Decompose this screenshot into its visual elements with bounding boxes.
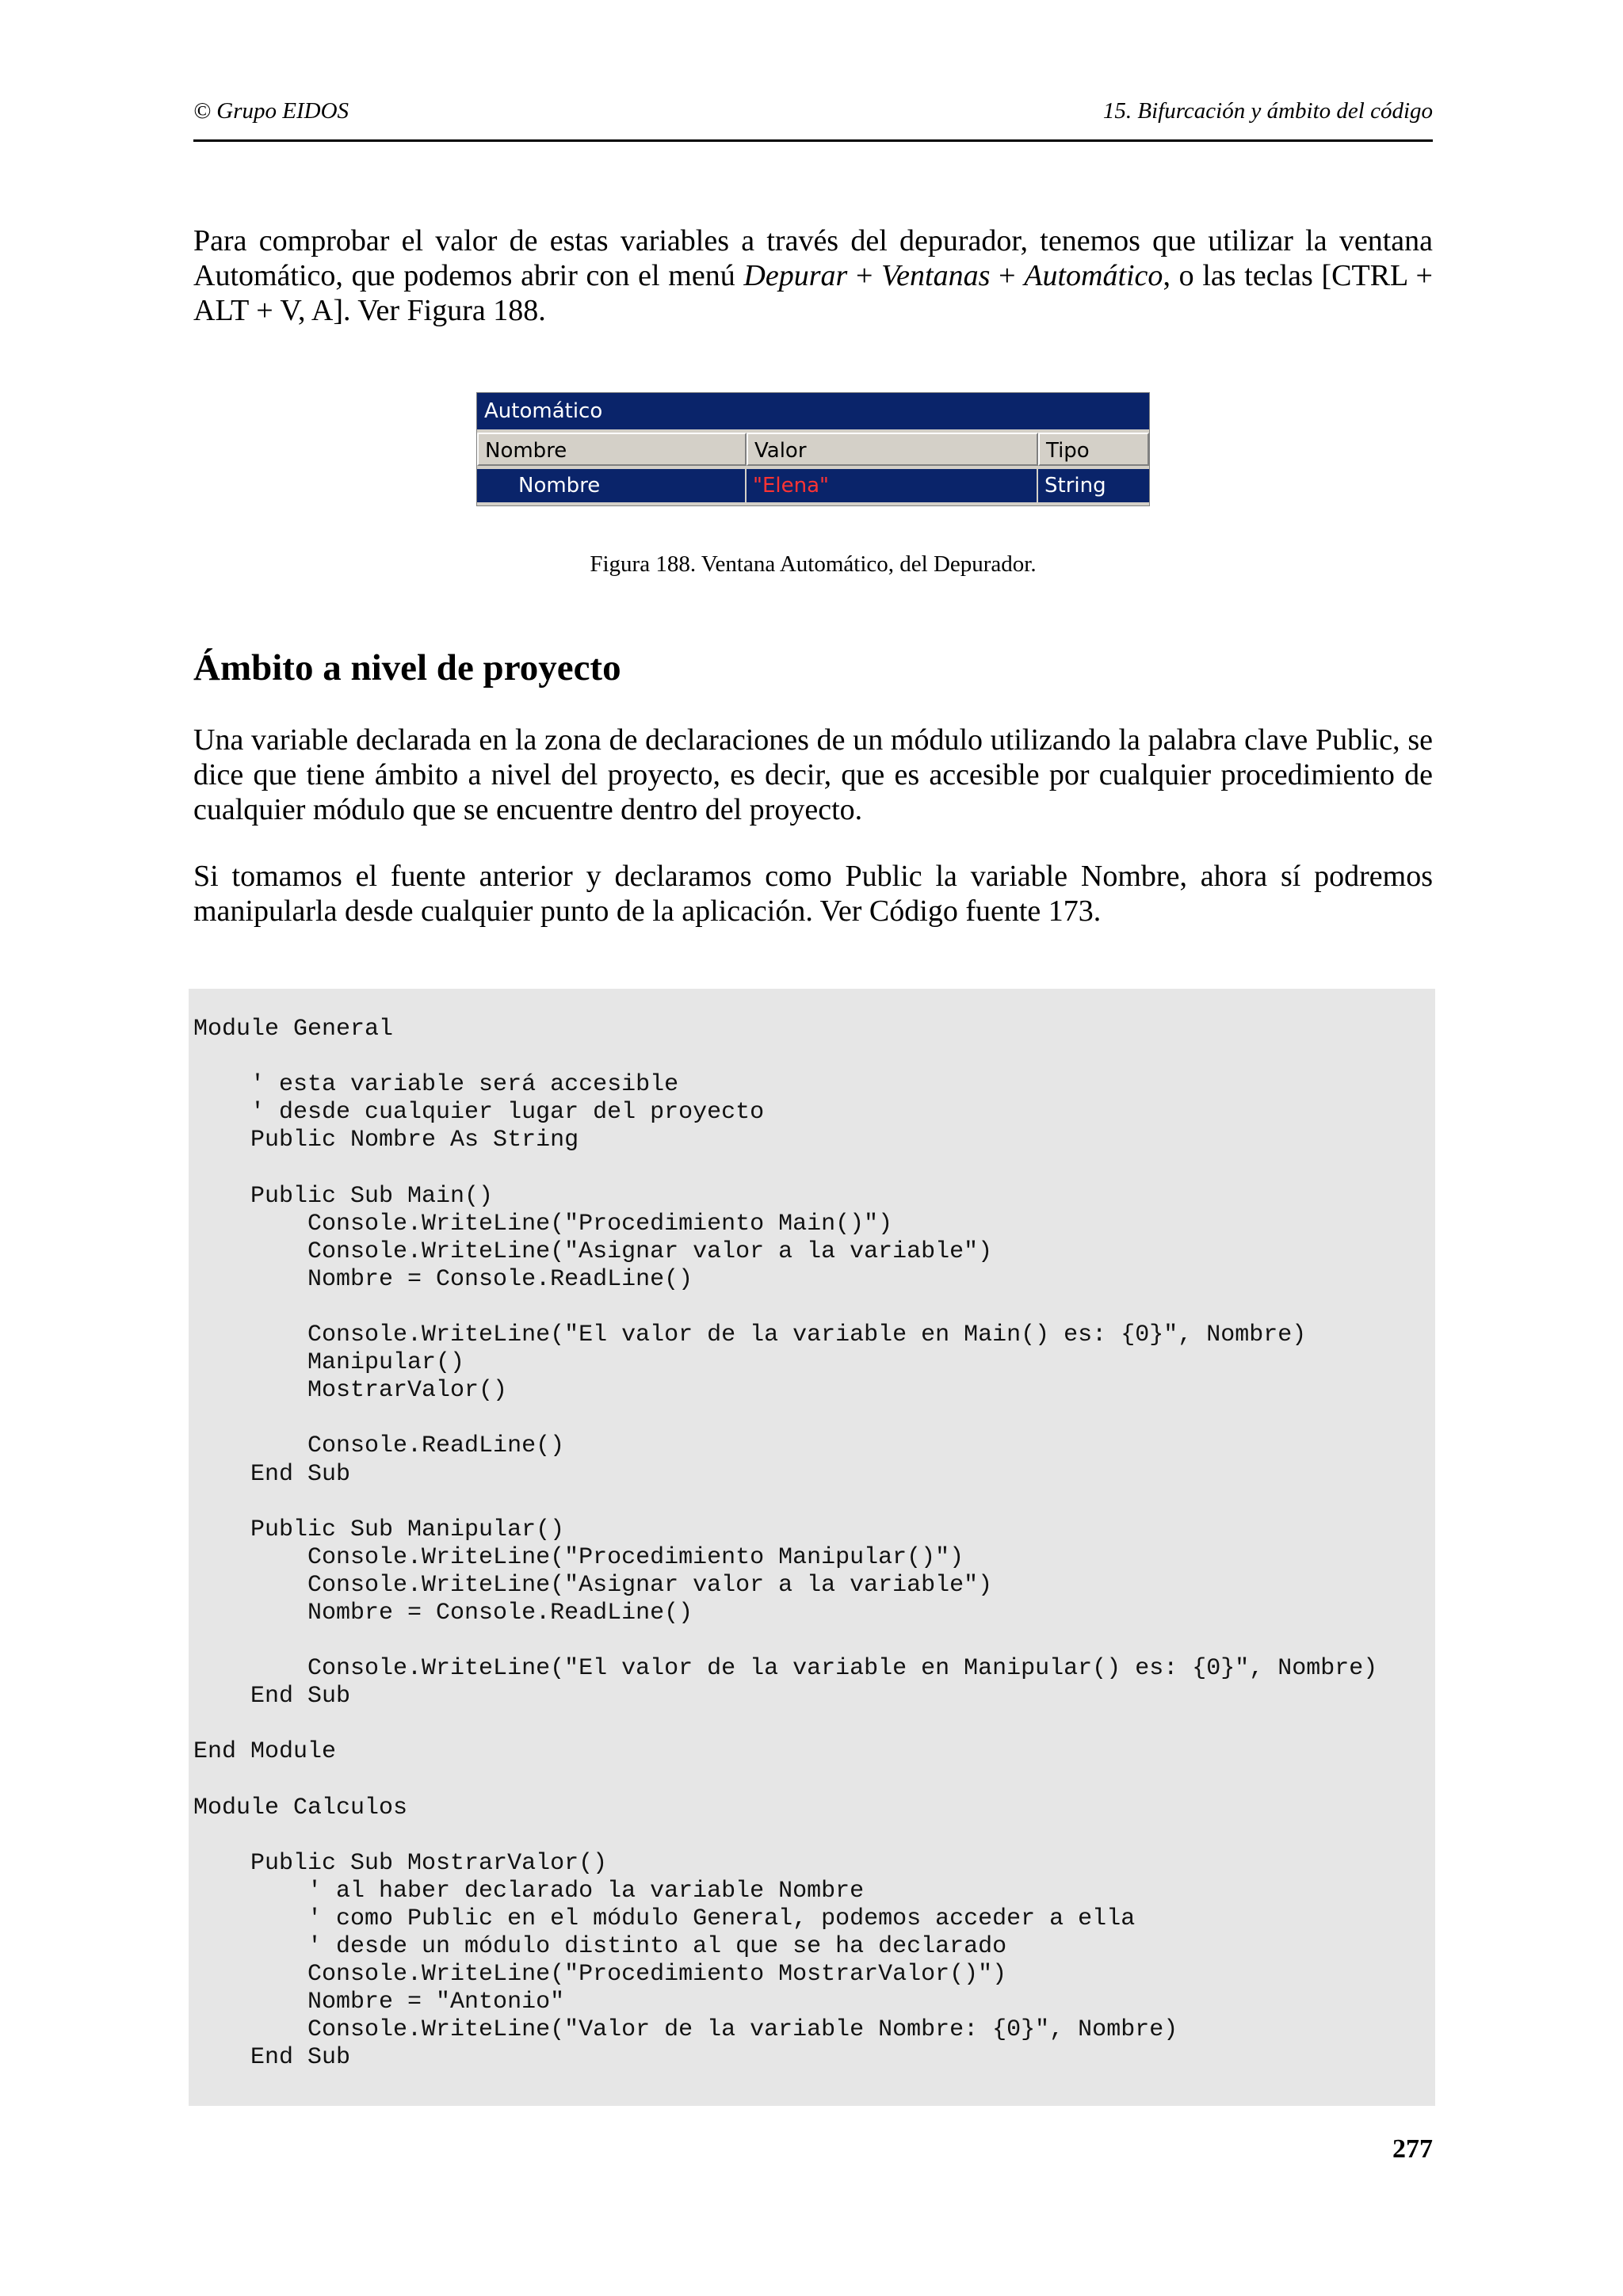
paragraph-intro-plus-2: + [990,259,1025,292]
header-publisher: © Grupo EIDOS [193,98,349,124]
menu-depurar: Depurar [743,259,848,292]
automatico-window-figure [476,392,1150,506]
paragraph-public-variable: Si tomamos el fuente anterior y declaramos como Public la variable Nombre, ahora sí podremos manipularla desde cualquier punto de la aplicación. Ver Código fuente 173. [193,860,1433,928]
variable-name-cell [477,469,747,502]
variable-type-cell [1038,469,1149,502]
variable-name: Nombre [518,474,601,498]
variable-type: String [1044,474,1106,498]
code-listing: Module General ' esta variable será accesible ' desde cualquier lugar del proyecto Public Nombre As String Public Sub Main() Console.WriteLine("Procedimiento Main()") Console.WriteLine("Asignar valor a la variable") Nombre = Console.ReadLine() Console.WriteLine("El valor de la variable en Main() es: {0}", Nombre) Manipular() MostrarValor() Console.ReadLine() End Sub Public Sub Manipular() Console.WriteLine("Procedimiento Manipular()") Console.WriteLine("Asignar valor a la variable") Nombre = Console.ReadLine() Console.WriteLine("El valor de la variable en Manipular() es: {0}", Nombre) End Sub End Module Module Calculos Public Sub MostrarValor() ' al haber declarado la variable Nombre ' como Public en el módulo General, podemos acceder a ella ' desde un módulo distinto al que se ha declarado Console.WriteLine("Procedimiento MostrarValor()") Nombre = "Antonio" Console.WriteLine("Valor de la variable Nombre: {0}", Nombre) End Sub [193,1016,1378,2072]
column-header-valor[interactable] [747,433,1038,466]
menu-automatico: Automático [1024,259,1163,292]
page-number: 277 [1392,2134,1433,2164]
column-header-valor-label: Valor [754,439,807,463]
automatico-window-title: Automático [484,399,603,423]
variable-value: "Elena" [753,474,829,498]
variable-row[interactable] [477,469,1149,502]
header-chapter-title: 15. Bifurcación y ámbito del código [1102,98,1433,124]
paragraph-intro [193,223,1433,328]
page-header [193,93,1433,142]
variable-value-cell [747,469,1038,502]
column-header-nombre-label: Nombre [485,439,567,463]
column-header-tipo[interactable] [1038,433,1149,466]
column-header-tipo-label: Tipo [1046,439,1090,463]
figure-caption: Figura 188. Ventana Automático, del Depurador. [590,551,1037,577]
automatico-window-titlebar [477,393,1149,429]
paragraph-project-scope: Una variable declarada en la zona de declaraciones de un módulo utilizando la palabra clave Public, se dice que tiene ámbito a nivel del proyecto, es decir, que es accesible por cualquier procedimiento de cualquier módulo que se encuentre dentro del proyecto. [193,723,1433,826]
section-title: Ámbito a nivel de proyecto [193,647,621,688]
menu-ventanas: Ventanas [881,259,991,292]
column-header-nombre[interactable] [477,433,747,466]
paragraph-intro-text-1: Para comprobar el valor de estas variables a través del depurador, tenemos que utilizar la ventana Automático, que podemos abrir con el menú [193,224,1433,292]
paragraph-intro-plus-1: + [847,259,882,292]
paragraph-intro-text-2: , o las teclas [CTRL + ALT + V, A]. Ver Figura 188. [193,259,1433,327]
